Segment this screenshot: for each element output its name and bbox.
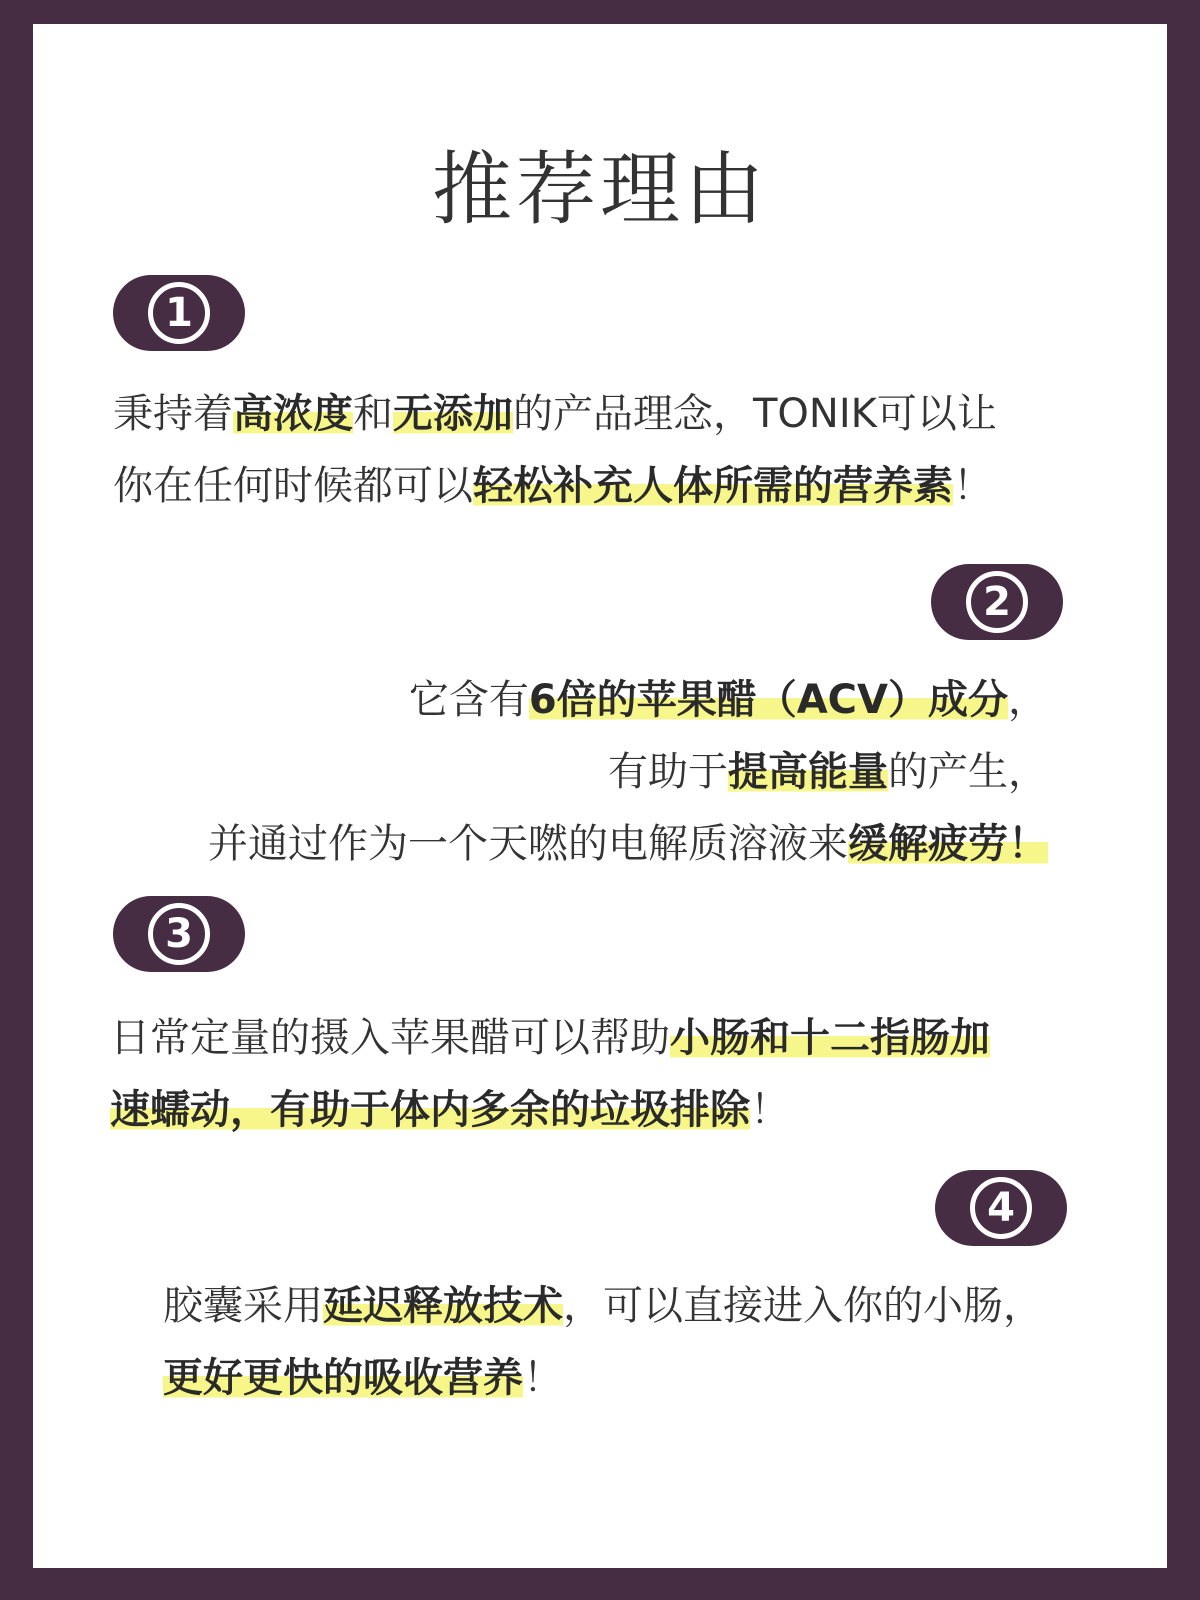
reason-2-line-1: 它含有6倍的苹果醋（ACV）成分， (408, 677, 1048, 723)
reason-1-line-2: 你在任何时候都可以轻松补充人体所需的营养素！ (113, 463, 993, 509)
number-badge-4 (935, 1170, 1067, 1246)
reason-1-text (113, 378, 997, 522)
number-badge-2 (931, 564, 1063, 640)
number-badge-1 (113, 275, 245, 351)
highlight: 6倍的苹果醋（ACV）成分 (528, 677, 1008, 723)
highlight: 延迟释放技术 (323, 1283, 563, 1329)
highlight: 速蠕动，有助于体内多余的垃圾排除 (110, 1087, 750, 1133)
circled-number-2: 2 (966, 571, 1028, 633)
circled-number-3: 3 (148, 903, 210, 965)
number-badge-3 (113, 896, 245, 972)
highlight: 更好更快的吸收营养 (163, 1355, 523, 1401)
highlight: 缓解疲劳！ (848, 821, 1048, 867)
reason-2-text (148, 664, 1048, 880)
highlight: 无添加 (393, 391, 513, 437)
reason-3-text (110, 1002, 990, 1146)
circled-number-1: 1 (148, 282, 210, 344)
highlight: 小肠和十二指肠加 (670, 1015, 990, 1061)
highlight: 高浓度 (233, 391, 353, 437)
highlight: 轻松补充人体所需的营养素 (473, 463, 953, 509)
reason-2-line-3: 并通过作为一个天嘫的电解质溶液来缓解疲劳！ (208, 821, 1048, 867)
reason-1-line-1: 秉持着高浓度和无添加的产品理念，TONIK可以让 (113, 391, 997, 437)
reason-2-line-2: 有助于提高能量的产生， (608, 749, 1048, 795)
page-title: 推荐理由 (432, 143, 768, 236)
reason-3-line-1: 日常定量的摄入苹果醋可以帮助小肠和十二指肠加 (110, 1015, 990, 1061)
reason-4-line-2: 更好更快的吸收营养！ (163, 1355, 563, 1401)
reason-4-line-1: 胶囊采用延迟释放技术，可以直接进入你的小肠， (163, 1283, 1043, 1329)
highlight: 提高能量 (728, 749, 888, 795)
reason-4-text (163, 1270, 1043, 1414)
circled-number-4: 4 (970, 1177, 1032, 1239)
reason-3-line-2: 速蠕动，有助于体内多余的垃圾排除！ (110, 1087, 790, 1133)
